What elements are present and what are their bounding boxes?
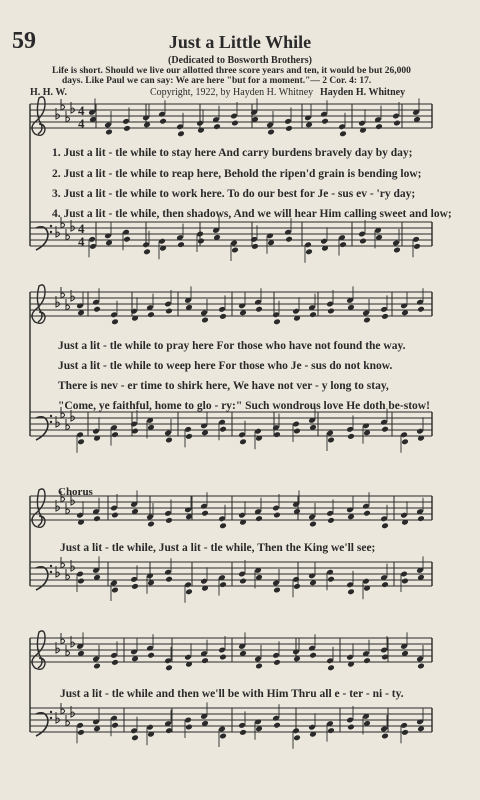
note-head bbox=[327, 727, 335, 734]
note-head bbox=[273, 659, 281, 666]
note-head bbox=[327, 308, 335, 315]
note-head bbox=[417, 663, 425, 670]
flat-sign bbox=[66, 503, 70, 514]
verse1-line1: 1. Just a lit - tle while to stay here And carry burdens bravely day by day; bbox=[52, 147, 413, 159]
note-head bbox=[347, 724, 355, 731]
hymn-title: Just a Little While bbox=[168, 32, 312, 52]
epigraph-line-2: days. Like Paul we can say: We are here "but for a moment."— 2 Cor. 4: 17. bbox=[62, 76, 372, 86]
note-head bbox=[177, 130, 185, 137]
note-head bbox=[147, 311, 155, 318]
note-head bbox=[239, 438, 247, 445]
note-head bbox=[293, 583, 301, 590]
note-head bbox=[111, 587, 119, 594]
verse4-line2: "Come, ye faithful, home to glo - ry:" Such wondrous love He doth be-stow! bbox=[58, 400, 430, 412]
note-head bbox=[381, 522, 389, 529]
note-head bbox=[363, 429, 371, 436]
note-head bbox=[327, 517, 335, 524]
note-head bbox=[77, 729, 85, 736]
note-head bbox=[255, 515, 263, 522]
note-head bbox=[201, 429, 209, 436]
note-head bbox=[239, 309, 247, 316]
note-head bbox=[165, 576, 173, 583]
note-head bbox=[359, 238, 367, 245]
note-head bbox=[309, 311, 317, 318]
note-head bbox=[309, 521, 317, 528]
note-head bbox=[219, 313, 227, 320]
flat-sign bbox=[66, 419, 70, 430]
note-head bbox=[413, 243, 421, 250]
verse2-line1: 2. Just a lit - tle while to reap here, Behold the ripen'd grain is bending low; bbox=[52, 168, 422, 180]
note-head bbox=[401, 578, 409, 585]
note-head bbox=[165, 517, 173, 524]
note-head bbox=[219, 654, 227, 661]
note-head bbox=[111, 318, 119, 325]
note-head bbox=[165, 437, 173, 444]
note-head bbox=[177, 241, 185, 248]
bass-clef-dot bbox=[50, 711, 52, 713]
chorus-line1: Just a lit - tle while, Just a lit - tle while, Then the King we'll see; bbox=[60, 542, 376, 554]
note-head bbox=[185, 588, 193, 595]
flat-sign bbox=[61, 633, 65, 644]
bass-clef-dot bbox=[50, 565, 52, 567]
bass-clef-dot bbox=[50, 421, 52, 423]
bass-clef-dot bbox=[50, 225, 52, 227]
note-head bbox=[123, 125, 131, 132]
note-head bbox=[111, 659, 119, 666]
note-head bbox=[111, 431, 119, 438]
flat-sign bbox=[66, 645, 70, 656]
note-head bbox=[77, 578, 85, 585]
flat-sign bbox=[66, 299, 70, 310]
note-head bbox=[401, 309, 409, 316]
note-head bbox=[93, 515, 101, 522]
verse3-line2: There is nev - er time to shirk here, We have not ver - y long to stay, bbox=[58, 380, 389, 392]
note-head bbox=[77, 309, 85, 316]
note-head bbox=[185, 433, 193, 440]
note-head bbox=[273, 512, 281, 519]
note-head bbox=[77, 438, 85, 445]
time-sig-bottom: 4 bbox=[78, 234, 85, 249]
note-head bbox=[273, 587, 281, 594]
verse4-line1: 4. Just a lit - tle while, then shadows, And we will hear Him calling sweet and low; bbox=[52, 208, 452, 220]
note-head bbox=[93, 725, 101, 732]
bass-clef bbox=[36, 713, 48, 736]
time-sig-top: 4 bbox=[78, 221, 85, 236]
note-head bbox=[363, 510, 371, 517]
note-head bbox=[305, 248, 313, 255]
dedication: (Dedicated to Bosworth Brothers) bbox=[168, 55, 312, 66]
chorus-line2: Just a lit - tle while and then we'll be with Him Thru all e - ter - ni - ty. bbox=[60, 688, 404, 700]
bass-clef-dot bbox=[50, 415, 52, 417]
note-head bbox=[273, 318, 281, 325]
note-head bbox=[123, 236, 131, 243]
note-head bbox=[293, 734, 301, 741]
flat-sign bbox=[61, 557, 65, 568]
note-head bbox=[417, 306, 425, 313]
note-head bbox=[285, 125, 293, 132]
note-head bbox=[327, 437, 335, 444]
verse1-line2: Just a lit - tle while to pray here For those who have not found the way. bbox=[58, 340, 406, 352]
note-head bbox=[401, 438, 409, 445]
note-head bbox=[197, 238, 205, 245]
note-head bbox=[147, 521, 155, 528]
bass-clef bbox=[36, 567, 48, 590]
bass-clef bbox=[36, 417, 48, 440]
note-head bbox=[393, 120, 401, 127]
note-head bbox=[143, 121, 151, 128]
note-head bbox=[239, 578, 247, 585]
note-head bbox=[131, 734, 139, 741]
note-head bbox=[393, 247, 401, 254]
note-head bbox=[213, 123, 221, 130]
flat-sign bbox=[61, 99, 65, 110]
note-head bbox=[401, 729, 409, 736]
verse2-line2: Just a lit - tle while to weep here For those who Je - sus do not know. bbox=[58, 360, 393, 372]
note-head bbox=[321, 118, 329, 125]
note-head bbox=[347, 588, 355, 595]
note-head bbox=[201, 510, 209, 517]
note-head bbox=[219, 522, 227, 529]
note-head bbox=[255, 306, 263, 313]
hymn-number: 59 bbox=[12, 28, 36, 54]
flat-sign bbox=[66, 229, 70, 240]
note-head bbox=[231, 247, 239, 254]
note-head bbox=[159, 118, 167, 125]
bass-clef-dot bbox=[50, 571, 52, 573]
note-head bbox=[219, 426, 227, 433]
note-head bbox=[381, 581, 389, 588]
note-head bbox=[165, 308, 173, 315]
note-head bbox=[105, 129, 113, 136]
flat-sign bbox=[61, 703, 65, 714]
note-head bbox=[273, 722, 281, 729]
note-head bbox=[255, 725, 263, 732]
copyright: Copyright, 1922, by Hayden H. Whitney bbox=[150, 87, 314, 98]
note-head bbox=[185, 724, 193, 731]
flat-sign bbox=[66, 715, 70, 726]
note-head bbox=[381, 313, 389, 320]
note-head bbox=[255, 663, 263, 670]
note-head bbox=[111, 722, 119, 729]
note-head bbox=[347, 433, 355, 440]
note-head bbox=[111, 512, 119, 519]
note-head bbox=[201, 317, 209, 324]
note-head bbox=[131, 655, 139, 662]
note-head bbox=[375, 123, 383, 130]
note-head bbox=[219, 581, 227, 588]
bass-clef-dot bbox=[50, 231, 52, 233]
epigraph-line-1: Life is short. Should we live our allotted three score years and ten, it would be but 26,000 bbox=[52, 66, 411, 76]
bass-clef bbox=[36, 227, 48, 250]
note-head bbox=[105, 239, 113, 246]
note-head bbox=[363, 317, 371, 324]
note-head bbox=[381, 426, 389, 433]
note-head bbox=[363, 657, 371, 664]
note-head bbox=[293, 428, 301, 435]
note-head bbox=[327, 576, 335, 583]
note-head bbox=[147, 652, 155, 659]
note-head bbox=[267, 239, 275, 246]
note-head bbox=[339, 241, 347, 248]
note-head bbox=[165, 664, 173, 671]
note-head bbox=[219, 733, 227, 740]
flat-sign bbox=[66, 111, 70, 122]
note-head bbox=[327, 664, 335, 671]
note-head bbox=[239, 729, 247, 736]
note-head bbox=[143, 248, 151, 255]
note-head bbox=[231, 120, 239, 127]
note-head bbox=[285, 236, 293, 243]
note-head bbox=[417, 515, 425, 522]
note-head bbox=[131, 583, 139, 590]
verse3-line1: 3. Just a lit - tle while to work here. To do our best for Je - sus ev - 'ry day; bbox=[52, 188, 416, 200]
note-head bbox=[201, 657, 209, 664]
note-head bbox=[305, 121, 313, 128]
music-by: Hayden H. Whitney bbox=[320, 87, 406, 98]
note-head bbox=[309, 579, 317, 586]
words-by: H. H. W. bbox=[30, 87, 67, 98]
note-head bbox=[339, 130, 347, 137]
note-head bbox=[381, 733, 389, 740]
note-head bbox=[347, 513, 355, 520]
flat-sign bbox=[61, 287, 65, 298]
bass-clef-dot bbox=[50, 717, 52, 719]
note-head bbox=[93, 663, 101, 670]
flat-sign bbox=[66, 569, 70, 580]
time-sig-top: 4 bbox=[78, 103, 85, 118]
note-head bbox=[93, 306, 101, 313]
time-sig-bottom: 4 bbox=[78, 116, 85, 131]
note-head bbox=[293, 655, 301, 662]
note-head bbox=[309, 652, 317, 659]
note-head bbox=[417, 725, 425, 732]
note-head bbox=[267, 129, 275, 136]
chorus-label: Chorus bbox=[58, 486, 93, 498]
note-head bbox=[147, 579, 155, 586]
